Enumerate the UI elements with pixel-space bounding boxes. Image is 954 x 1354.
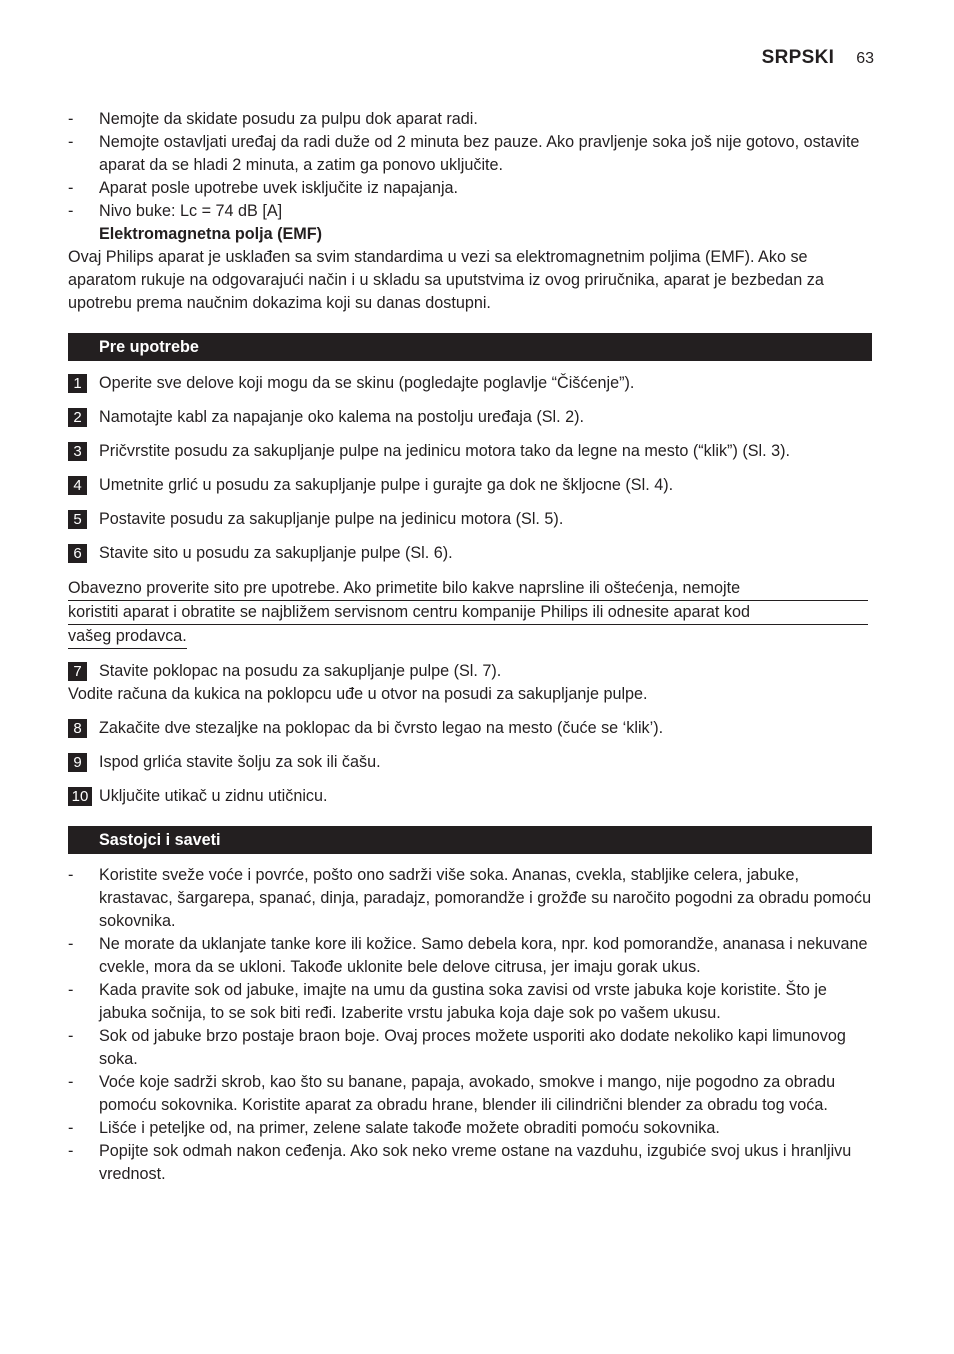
step-note: Vodite računa da kukica na poklopcu uđe u otvor na posudi za sakupljanje pulpe. [68, 685, 648, 703]
warning-line: koristiti aparat i obratite se najbližem servisnom centru kompanije Philips ili odnesite aparat kod [68, 601, 868, 625]
list-item [68, 177, 872, 200]
bullet-dash: - [68, 110, 74, 128]
step-item [68, 542, 872, 565]
bullet-text: Lišće i peteljke od, na primer, zelene salate takođe možete obraditi pomoću sokovnika. [99, 1119, 720, 1137]
step-text: Stavite poklopac na posudu za sakupljanje pulpe (Sl. 7). [99, 662, 502, 680]
bullet-dash: - [68, 935, 74, 953]
bullet-text: Kada pravite sok od jabuke, imajte na umu da gustina soka zavisi od vrste jabuka koje koristite. Što je jabuka sočnija, to se sok biti ređi. Izaberite vrstu jabuka koja daje sok po vašem ukusu. [99, 981, 827, 1022]
bullet-text: Voće koje sadrži skrob, kao što su banane, papaja, avokado, smokve i mango, nije pogodno za obradu pomoću sokovnika. Koristite aparat za obradu hrane, blender ili cilindrični blender za obradu tog voća. [99, 1073, 836, 1114]
step-text: Postavite posudu za sakupljanje pulpe na jedinicu motora (Sl. 5). [99, 510, 564, 528]
page-number: 63 [856, 50, 874, 67]
bullet-dash: - [68, 1119, 74, 1137]
bullet-text: Ne morate da uklanjate tanke kore ili kožice. Samo debela kora, npr. kod pomorandže, ananasa i nekuvane cvekle, mora da se ukloni. Takođe uklonite bele delove citrusa, jer imaju gorak ukus. [99, 935, 868, 976]
step-text: Uključite utikač u zidnu utičnicu. [99, 787, 328, 805]
bullet-dash: - [68, 202, 74, 220]
section-heading-tips: Sastojci i saveti [68, 826, 872, 854]
step-number: 5 [68, 510, 87, 529]
language-label: SRPSKI [761, 47, 835, 68]
step-number: 4 [68, 476, 87, 495]
bullet-dash: - [68, 133, 74, 151]
step-number: 7 [68, 662, 87, 681]
sieve-warning [68, 577, 872, 649]
bullet-dash: - [68, 1073, 74, 1091]
bullet-dash: - [68, 866, 74, 884]
bullet-text: Nemojte da skidate posudu za pulpu dok aparat radi. [99, 110, 478, 128]
step-item [68, 406, 872, 429]
step-text: Operite sve delove koji mogu da se skinu (pogledajte poglavlje “Čišćenje”). [99, 374, 635, 392]
list-item [68, 1071, 872, 1117]
tips-bullet-list [68, 864, 872, 1186]
intro-bullet-list [68, 108, 872, 223]
step-text: Zakačite dve stezaljke na poklopac da bi čvrsto legao na mesto (čuće se ‘klik’). [99, 719, 664, 737]
list-item [68, 1117, 872, 1140]
bullet-dash: - [68, 179, 74, 197]
bullet-text: Nemojte ostavljati uređaj da radi duže od 2 minuta bez pauze. Ako pravljenje soka još nije gotovo, ostavite aparat da se hladi 2 minuta, a zatim ga ponovo uključite. [99, 133, 860, 174]
warning-line: vašeg prodavca. [68, 625, 187, 649]
step-number: 6 [68, 544, 87, 563]
step-item [68, 660, 872, 683]
bullet-text: Aparat posle upotrebe uvek isključite iz napajanja. [99, 179, 459, 197]
list-item [68, 933, 872, 979]
steps-list [68, 372, 872, 565]
bullet-text: Koristite sveže voće i povrće, pošto ono sadrži više soka. Ananas, cvekla, stabljike celera, jabuke, krastavac, šargarepa, spanać, dinja, paradajz, pomorandže i grožđe su naročito pogodni za obradu pomoću sokovnika. [99, 866, 872, 930]
list-item [68, 1025, 872, 1071]
bullet-text: Sok od jabuke brzo postaje braon boje. Ovaj proces možete usporiti ako dodate nekoliko kapi limunovog soka. [99, 1027, 846, 1068]
list-item [68, 979, 872, 1025]
step-number: 3 [68, 442, 87, 461]
emf-paragraph: Ovaj Philips aparat je usklađen sa svim standardima u vezi sa elektromagnetnim poljima (EMF). Ako se aparatom rukuje na odgovarajući način i u skladu sa uputstvima iz ovog priručnika, aparat je bezbedan za upotrebu prema naučnim dokazima koji su danas dostupni. [68, 248, 824, 312]
list-item [68, 1140, 872, 1186]
step-number: 8 [68, 719, 87, 738]
step-item [68, 751, 872, 774]
step-item [68, 717, 872, 740]
bullet-dash: - [68, 1142, 74, 1160]
step-text: Stavite sito u posudu za sakupljanje pulpe (Sl. 6). [99, 544, 453, 562]
page-content [68, 108, 872, 1186]
bullet-dash: - [68, 1027, 74, 1045]
step-number: 9 [68, 753, 87, 772]
step-number: 1 [68, 374, 87, 393]
bullet-text: Nivo buke: Lc = 74 dB [A] [99, 202, 283, 220]
step-text: Namotajte kabl za napajanje oko kalema na postolju uređaja (Sl. 2). [99, 408, 585, 426]
list-item [68, 200, 872, 223]
section-heading-before-use: Pre upotrebe [68, 333, 872, 361]
list-item [68, 108, 872, 131]
step-number: 2 [68, 408, 87, 427]
page-header [762, 47, 874, 69]
step-item [68, 440, 872, 463]
list-item [68, 131, 872, 177]
step-item [68, 508, 872, 531]
step-item [68, 372, 872, 395]
step-text: Umetnite grlić u posudu za sakupljanje pulpe i gurajte ga dok ne škljocne (Sl. 4). [99, 476, 674, 494]
emf-heading: Elektromagnetna polja (EMF) [99, 225, 323, 243]
step-item [68, 474, 872, 497]
step-text: Pričvrstite posudu za sakupljanje pulpe na jedinicu motora tako da legne na mesto (“klik”) (Sl. 3). [99, 442, 791, 460]
list-item [68, 864, 872, 933]
step-text: Ispod grlića stavite šolju za sok ili čašu. [99, 753, 381, 771]
step-number: 10 [68, 787, 92, 806]
step-item [68, 785, 872, 808]
bullet-dash: - [68, 981, 74, 999]
bullet-text: Popijte sok odmah nakon ceđenja. Ako sok neko vreme ostane na vazduhu, izgubiće svoj ukus i hranljivu vrednost. [99, 1142, 852, 1183]
warning-line: Obavezno proverite sito pre upotrebe. Ako primetite bilo kakve naprsline ili oštećenja, nemojte [68, 577, 868, 601]
